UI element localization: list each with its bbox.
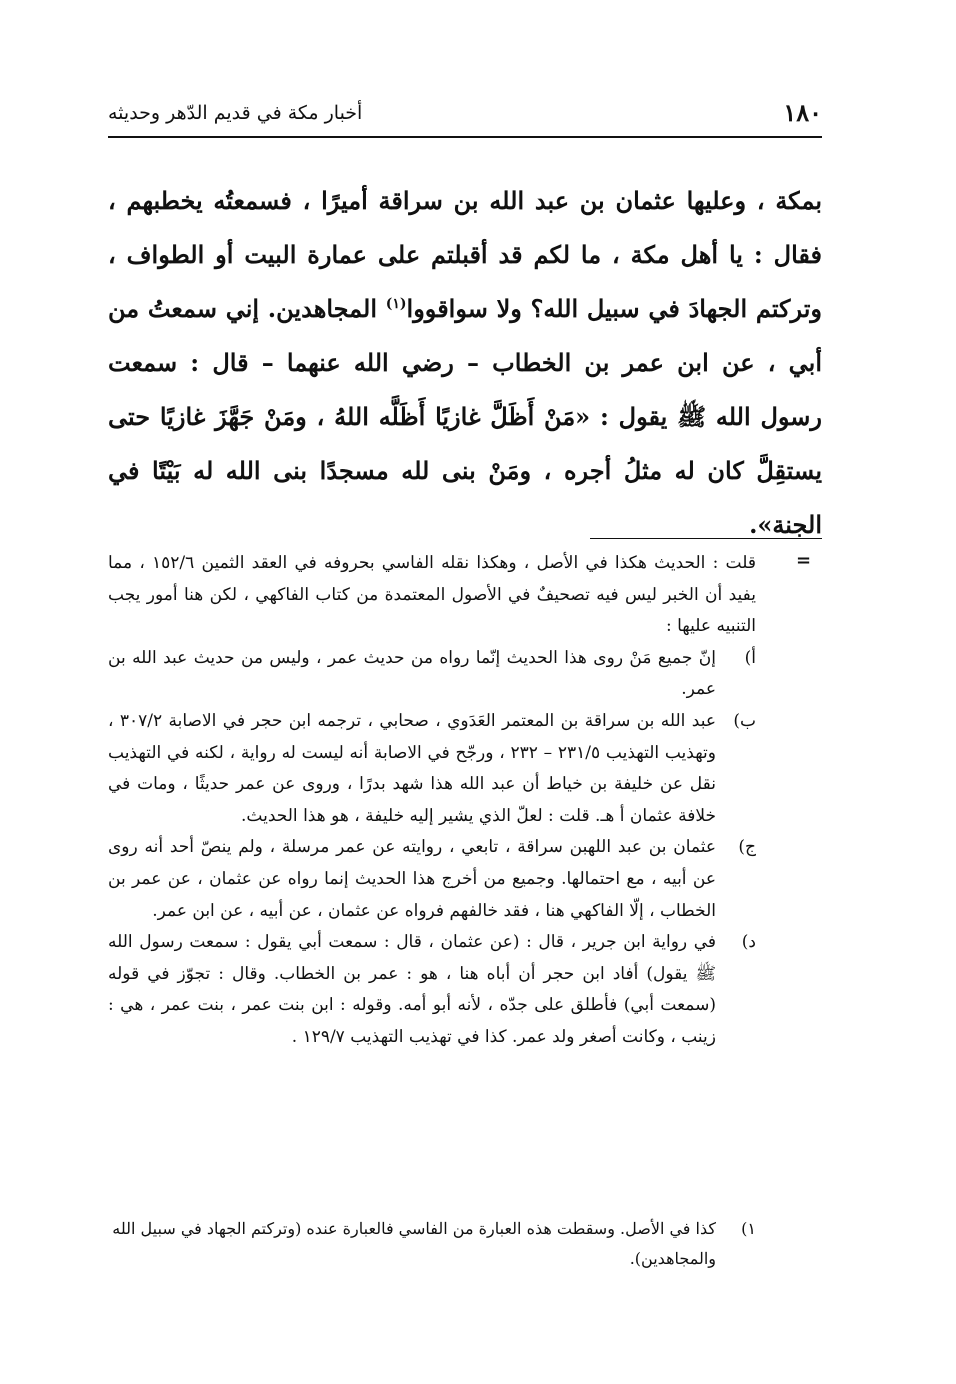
note-item-a <box>108 643 756 706</box>
note-item-label: ج) <box>738 837 756 858</box>
note-item-text: عبد الله بن سراقة بن المعتمر العَدَوي ، صحابي ، ترجمه ابن حجر في الاصابة ٣٠٧/٢ ، وتهذيب التهذيب ٢٣١/٥ – ٢٣٢ ، ورجّح في الاصابة أنه ليست له رواية ، لكنه في التهذيب نقل عن خليفة بن خياط أن عبد الله هذا شهد بدرًا ، وروى عن عمر حديثًا ، ومات في خلافة عثمان أ هـ. قلت : لعلّ الذي يشير إليه خليفة ، هو هذا الحديث. <box>108 710 716 826</box>
page-header <box>108 96 822 138</box>
footnote-reference: (١) <box>385 296 407 312</box>
note-item-text: إنّ جميع مَنْ روى هذا الحديث إنّما رواه من حديث عمر ، وليس من حديث عبد الله بن عمر. <box>108 647 716 700</box>
note-item-label: د) <box>741 932 756 953</box>
main-text-part-2: المجاهدين. إني سمعتُ من أبي ، عن ابن عمر بن الخطاب – رضي الله عنهما – قال : سمعت رسول الله ﷺ يقول : «مَنْ أَظَلَّ غازيًا أَظَلَّه اللهُ ، ومَنْ جَهَّزَ غازيًا حتى يستقِلَّ كان له مثلُ أجره ، ومَنْ بنى لله مسجدًا بنى الله له بَيْتًا في الجنة». <box>108 294 822 539</box>
page-number: ١٨٠ <box>783 98 822 127</box>
note-item-label: أ) <box>744 647 756 668</box>
note-intro: قلت : الحديث هكذا في الأصل ، وهكذا نقله الفاسي بحروفه في العقد الثمين ١٥٢/٦ ، مما يفيد أن الخبر ليس فيه تصحيفٌ في الأصول المعتمدة من كتاب الفاكهي ، لكن هنا أمور يجب التنبيه عليها : <box>108 553 756 637</box>
footnote-text: كذا في الأصل. وسقطت هذه العبارة من الفاسي فالعبارة عنده (وتركتم الجهاد في سبيل الله والمجاهدين). <box>112 1219 716 1268</box>
note-item-d <box>108 927 756 1053</box>
footnotes <box>108 1214 756 1274</box>
continuation-mark: = <box>796 550 812 571</box>
note-item-c <box>108 832 756 927</box>
note-item-b <box>108 706 756 832</box>
main-text <box>108 174 822 552</box>
note-item-label: ب) <box>733 710 756 731</box>
footnote-1 <box>108 1214 756 1274</box>
footnote-separator <box>590 538 822 539</box>
running-title: أخبار مكة في قديم الدّهر وحديثه <box>108 102 363 124</box>
editor-notes <box>108 548 756 1054</box>
note-item-text: في رواية ابن جرير ، قال : (عن عثمان ، قال : سمعت أبي يقول : سمعت رسول الله ﷺ يقول) أفاد ابن حجر أن أباه هنا ، هو : عمر بن الخطاب. وقال : تجوّز في قوله (سمعت أبي) فأطلق على جدّه ، لأنه أبو أمه. وقوله : ابن بنت عمر ، بنت عمر ، هي : زينب ، وكانت أصغر ولد عمر. كذا في تهذيب التهذيب ١٢٩/٧ . <box>108 932 716 1047</box>
main-paragraph <box>108 174 822 552</box>
footnote-label: ١) <box>741 1219 756 1238</box>
main-text-part-1: بمكة ، وعليها عثمان بن عبد الله بن سراقة أميرًا ، فسمعتُه يخطبهم ، فقال : يا أهل مكة ، ما لكم قد أقبلتم على عمارة البيت أو الطواف ، وتركتم الجهادَ في سبيل الله؟ ولا سواقووا <box>108 186 822 323</box>
note-item-text: عثمان بن عبد اللهبن سراقة ، تابعي ، روايته عن عمر مرسلة ، ولم ينصّ أحد أنه روى عن أبيه ، مع احتمالها. وجميع من أخرج هذا الحديث إنما رواه عن عثمان ، عن عمر بن الخطاب ، إلّا الفاكهي هنا ، فقد خالفهم فرواه عن عثمان ، عن أبيه ، عن ابن عمر. <box>108 837 716 921</box>
